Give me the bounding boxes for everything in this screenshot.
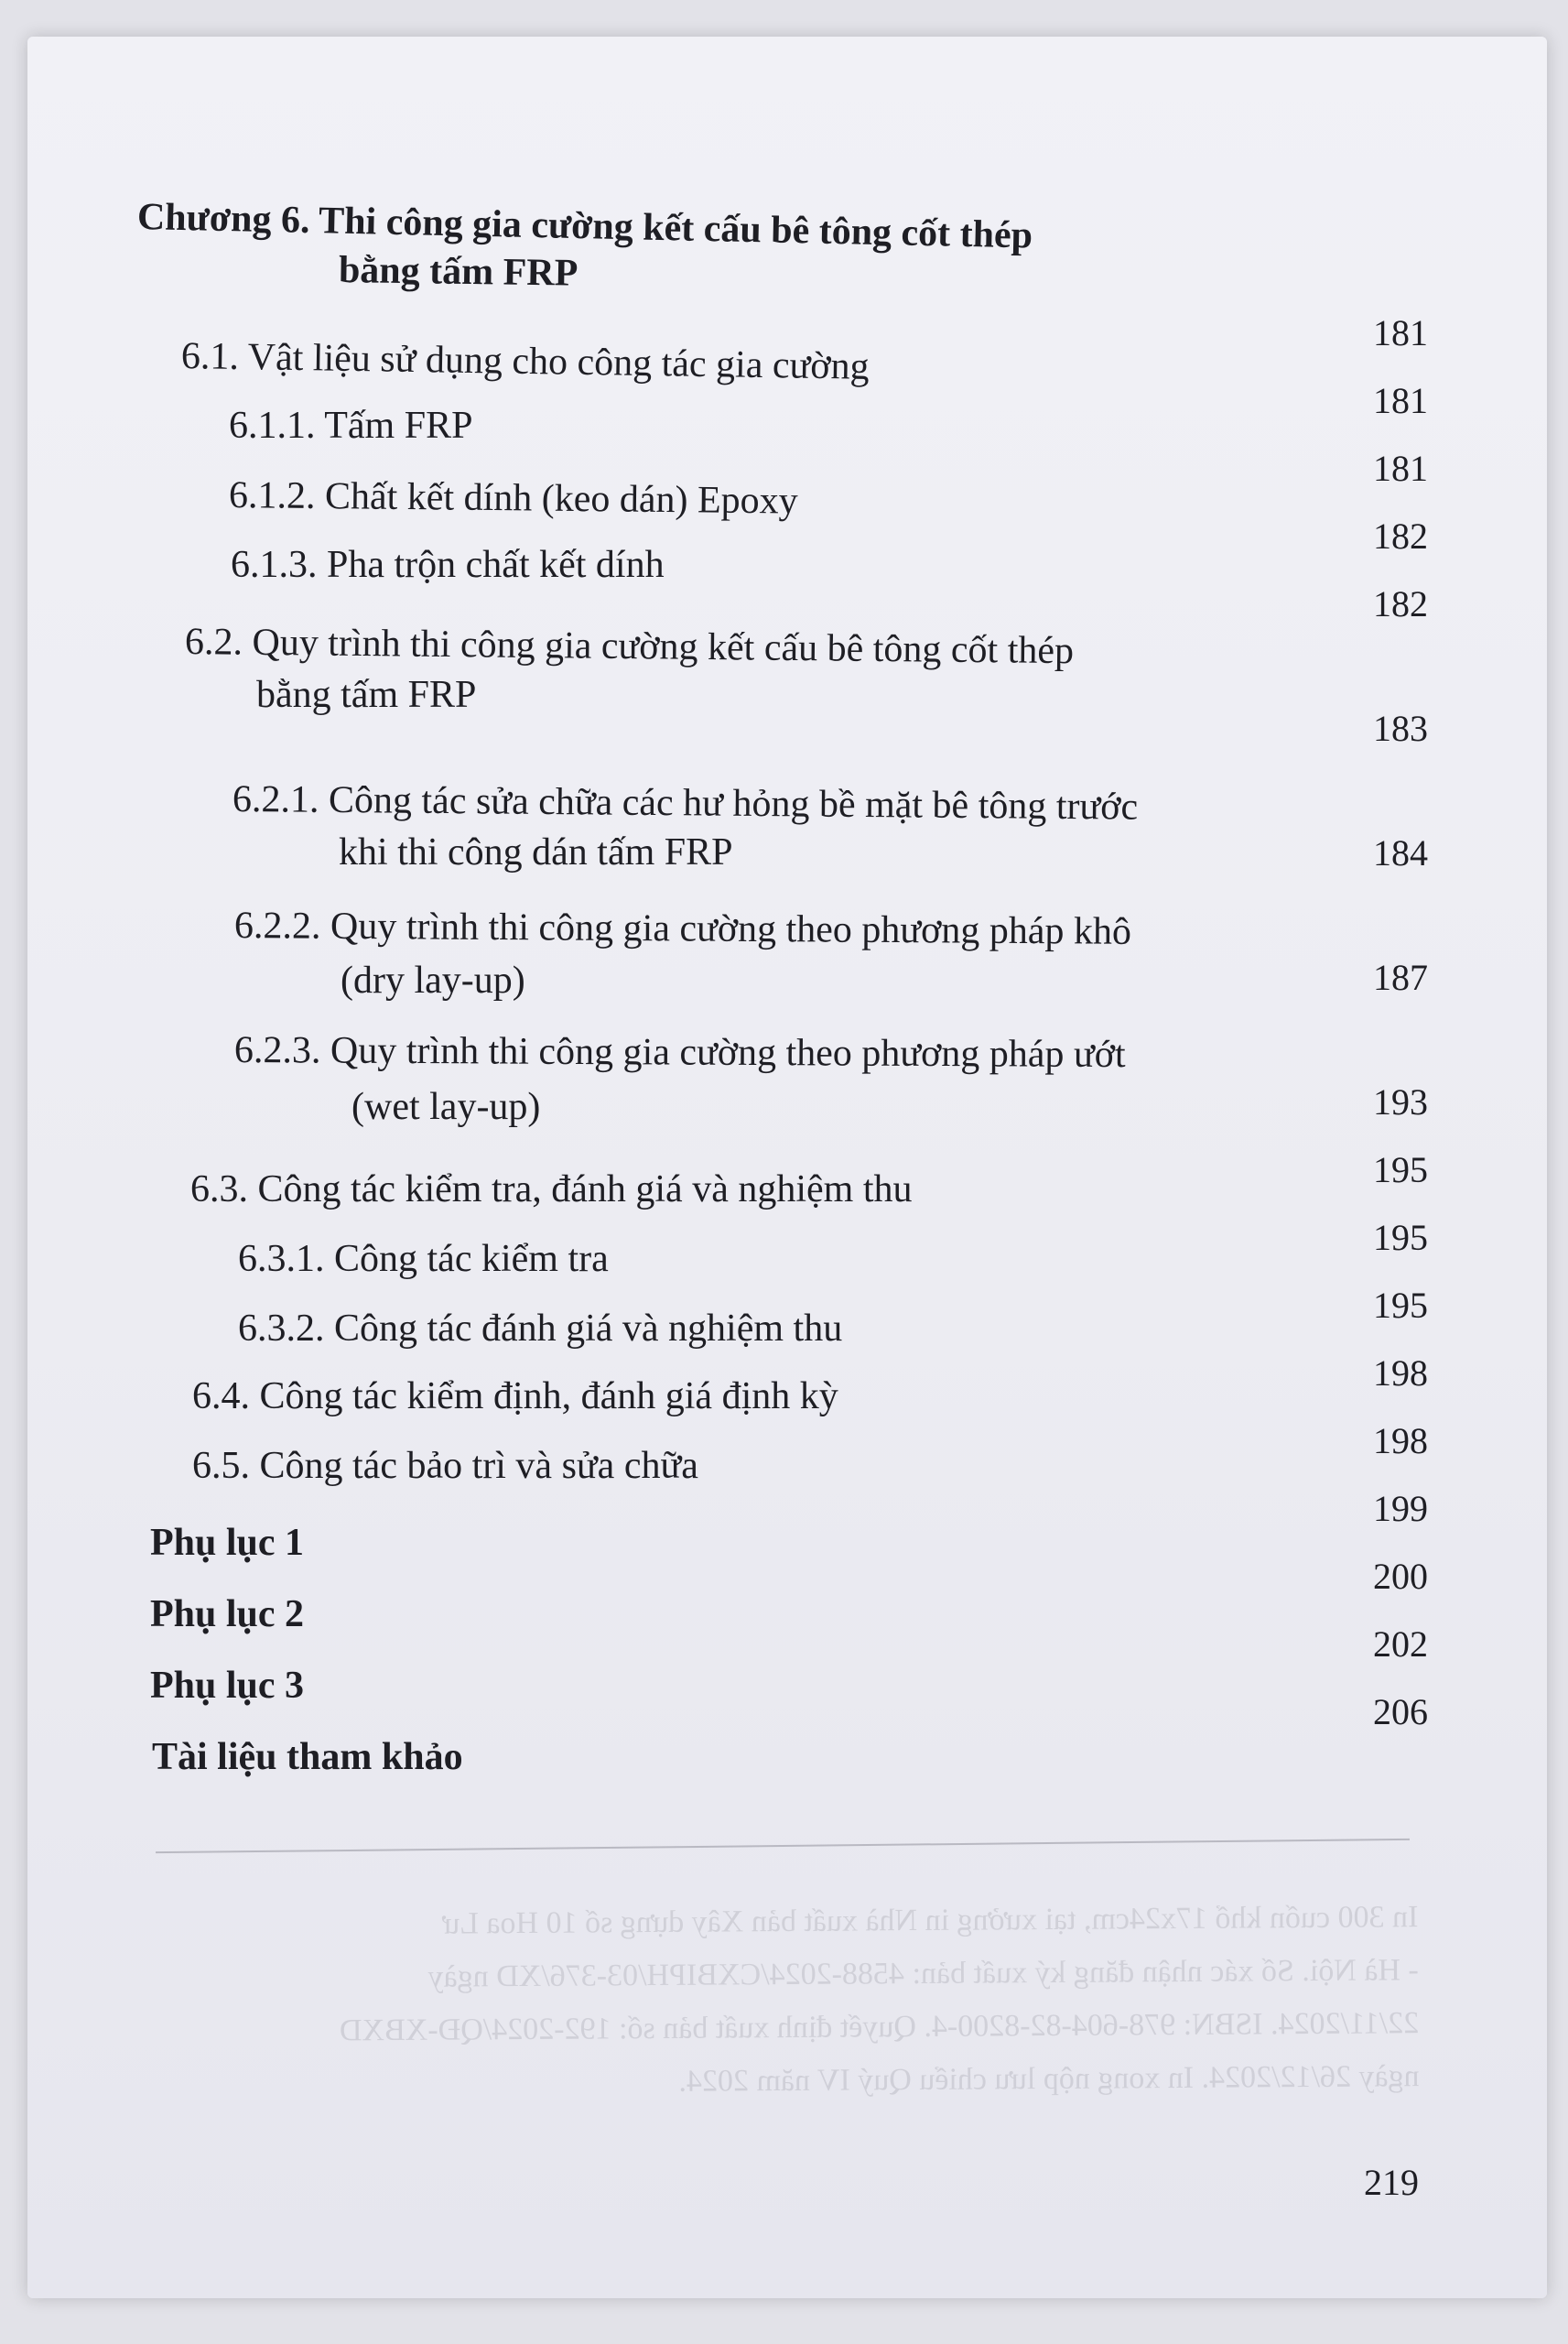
toc-entry: 6.2.1. Công tác sửa chữa các hư hỏng bề mặt bê tông trước <box>232 778 1139 829</box>
toc-entry: 6.3.2. Công tác đánh giá và nghiệm thu <box>238 1308 843 1350</box>
toc-entry-continued: (wet lay-up) <box>351 1086 541 1128</box>
toc-appendix: Phụ lục 1 <box>150 1522 305 1564</box>
toc-entry-continued: bằng tấm FRP <box>256 674 477 716</box>
table-of-contents <box>27 37 1547 2298</box>
toc-references: Tài liệu tham khảo <box>152 1736 463 1778</box>
toc-entry: 6.2.2. Quy trình thi công gia cường theo phương pháp khô <box>233 905 1132 953</box>
book-page <box>27 37 1547 2298</box>
toc-entry: 6.2. Quy trình thi công gia cường kết cấu bê tông cốt thép <box>184 621 1075 673</box>
toc-page-number: 181 <box>1373 448 1428 489</box>
toc-entry: 6.1.1. Tấm FRP <box>229 405 473 447</box>
toc-page-number: 198 <box>1373 1352 1428 1394</box>
bleed-through-line: 22/11/2024. ISBN: 978-604-82-8200-4. Quyết định xuất bản số: 192-2024/QĐ-XBXD <box>339 2006 1420 2048</box>
toc-page-number: 195 <box>1373 1285 1428 1326</box>
chapter-title-line2: bằng tấm FRP <box>338 249 579 295</box>
toc-page-number: 198 <box>1373 1420 1428 1461</box>
toc-page-number: 200 <box>1373 1556 1428 1597</box>
toc-entry-continued: khi thi công dán tấm FRP <box>339 831 733 874</box>
toc-entry: 6.1.3. Pha trộn chất kết dính <box>231 544 665 586</box>
toc-page-number: 184 <box>1373 832 1428 874</box>
toc-page-number: 195 <box>1373 1149 1428 1190</box>
divider-line <box>156 1839 1410 1853</box>
toc-page-number: 181 <box>1373 380 1428 421</box>
toc-page-number: 206 <box>1373 1691 1428 1732</box>
bleed-through-colophon <box>155 1891 1420 2112</box>
toc-entry-continued: (dry lay-up) <box>341 960 525 1002</box>
toc-entry: 6.1. Vật liệu sử dụng cho công tác gia cường <box>180 335 870 388</box>
toc-entry: 6.4. Công tác kiểm định, đánh giá định kỳ <box>192 1375 838 1417</box>
toc-appendix: Phụ lục 2 <box>150 1593 305 1635</box>
page-number: 219 <box>1364 2162 1419 2203</box>
toc-entry: 6.5. Công tác bảo trì và sửa chữa <box>192 1445 698 1487</box>
bleed-through-line: In 300 cuốn khổ 17x24cm, tại xưởng in Nhà xuất bản Xây dựng số 10 Hoa Lư <box>442 1900 1419 1941</box>
bleed-through-line: - Hà Nội. Số xác nhận đăng ký xuất bản: 4588-2024/CXBIPH/03-376/XD ngày <box>427 1953 1419 1994</box>
toc-entry: 6.3.1. Công tác kiểm tra <box>238 1238 609 1280</box>
toc-page-number: 202 <box>1373 1623 1428 1665</box>
bleed-through-line: ngày 26/12/2024. In xong nộp lưu chiểu Quý IV năm 2024. <box>678 2059 1420 2099</box>
toc-entry: 6.2.3. Quy trình thi công gia cường theo phương pháp ướt <box>233 1029 1126 1077</box>
toc-page-number: 181 <box>1373 312 1428 353</box>
toc-entry: 6.3. Công tác kiểm tra, đánh giá và nghiệm thu <box>190 1168 913 1210</box>
toc-page-number: 193 <box>1373 1081 1428 1123</box>
toc-page-number: 183 <box>1373 708 1428 749</box>
chapter-title-line1: Chương 6. Thi công gia cường kết cấu bê tông cốt thép <box>136 196 1033 257</box>
toc-page-number: 182 <box>1373 583 1428 624</box>
toc-page-number: 187 <box>1373 957 1428 998</box>
toc-page-number: 199 <box>1373 1488 1428 1529</box>
toc-page-number: 182 <box>1373 515 1428 557</box>
toc-entry: 6.1.2. Chất kết dính (keo dán) Epoxy <box>228 474 798 523</box>
toc-appendix: Phụ lục 3 <box>150 1665 305 1707</box>
toc-page-number: 195 <box>1373 1217 1428 1258</box>
